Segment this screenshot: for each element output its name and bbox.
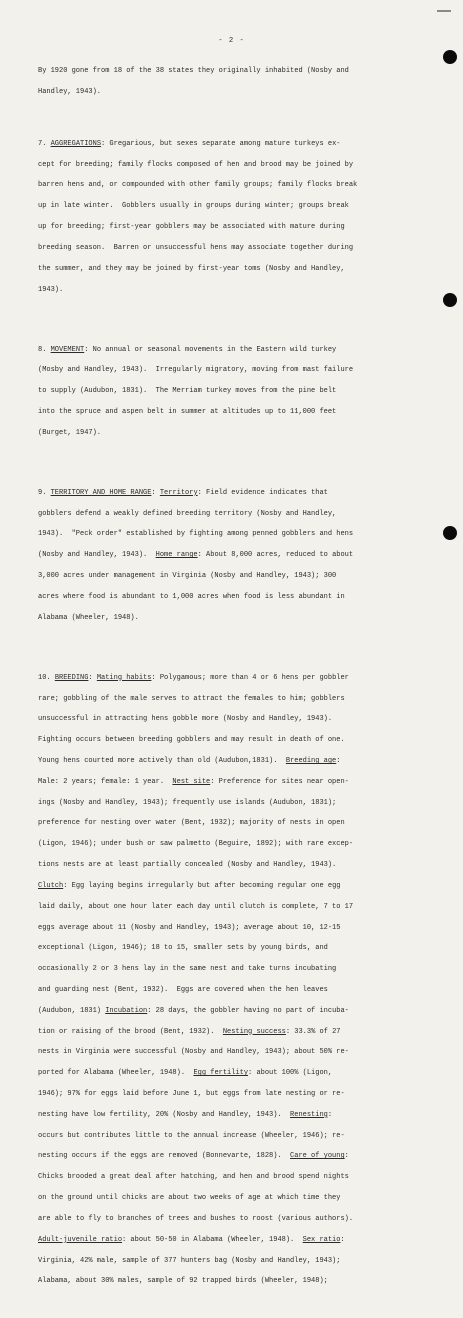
section-movement: 8. MOVEMENT: No annual or seasonal movements in the Eastern wild turkey (Mosby and Handley, 1943). Irregularly migratory, moving from mast failure to supply (Audubon, 1831). The Merriam turkey moves from the pine belt into the spruce and aspen belt in summer at altitudes up to 11,000 feet (Burget, 1947). bbox=[38, 345, 354, 437]
punch-hole-icon bbox=[443, 526, 457, 540]
punch-hole-icon bbox=[443, 50, 457, 64]
section-heading: BREEDING bbox=[54, 673, 89, 682]
text-line: Handley, 1943). bbox=[38, 88, 102, 97]
section-breeding: 10. BREEDING: Mating habits: Polygamous; more than 4 or 6 hens per gobbler rare; gobbling of the male serves to attract the females to him; gobblers unsuccessful in attracting hens gobble more (Nosby and Handley, 1943). Fighting occurs between breeding gobblers and may result in death of one. Young hens courted more actively than old (Audubon,1831). Breeding age: Male: 2 years; female: 1 year. Nest site: Preference for sites near open- ings (Nosby and Handley, 1943); frequently use islands (Audubon, 1831); preference for nesting over water (Bent, 1932); majority of nests in open (Ligon, 1946); under bush or saw palmetto (Beguire, 1892); with rare excep- tions nests are at least partially concealed (Nosby and Handley, 1943). Clutch: Egg laying begins irregularly but after becoming regular one egg laid daily, about one hour later each day until clutch is complete, 7 to 17 eggs average about 11 (Nosby and Handley, 1943); average about 10, 12-15 exceptional (Ligon, 1946); 18 to 15, smaller sets by young birds, and occasionally 2 or 3 hens lay in the same nest and take turns incubating and guarding nest (Bent, 1932). Eggs are covered when the hen leaves (Audubon, 1831) Incubation: 28 days, the gobbler having no part of incuba- tion or raising of the brood (Bent, 1932). Nesting success: 33.3% of 27 nests in Virginia were successful (Nosby and Handley, 1943); about 50% re- ported for Alabama (Wheeler, 1948). Egg fertility: about 100% (Ligon, 1946); 97% for eggs laid before June 1, but eggs from late nesting or re- nesting have low fertility, 20% (Nosby and Handley, 1943). Renesting: occurs but contributes little to the annual increase (Wheeler, 1946); re- nesting occurs if the eggs are removed (Bonnevarte, 1828). Care of young: Chicks brooded a great deal after hatching, and hen and brood spend nights on the ground until chicks are about two weeks of age at which time they are able to fly to branches of trees and bushes to roost (various authors). Adult-juvenile ratio: about 50-50 in Alabama (Wheeler, 1948). Sex ratio: Virginia, 42% male, sample of 377 hunters bag (Nosby and Handley, 1943); Alabama, about 30% males, sample of 92 trapped birds (Wheeler, 1948); bbox=[38, 673, 354, 1286]
section-aggregations: 7. AGGREGATIONS: Gregarious, but sexes separate among mature turkeys ex- cept for breeding; family flocks composed of hen and brood may be joined by barren hens and, or compounded with other family groups; family flocks break up in late winter. Gobblers usually in groups during winter; groups break up for breeding; first-year gobblers may be associated with mature during breeding season. Barren or unsuccessful hens may associate together during the summer, and they may be joined by first-year toms (Nosby and Handley, 1943). bbox=[38, 139, 358, 294]
corner-mark bbox=[437, 10, 451, 12]
page-number: - 2 - bbox=[218, 37, 245, 45]
punch-hole-icon bbox=[443, 293, 457, 307]
body-text bbox=[38, 56, 430, 1318]
section-territory: 9. TERRITORY AND HOME RANGE: Territory: Field evidence indicates that gobblers defend a weakly defined breeding territory (Nosby and Handley, 1943). "Peck order" established by fighting among penned gobblers and hens (Nosby and Handley, 1943). Home range: About 8,000 acres, reduced to about 3,000 acres under management in Virginia (Nosby and Handley, 1943); 300 acres where food is abundant to 1,000 acres when food is less abundant in Alabama (Wheeler, 1948). bbox=[38, 488, 354, 622]
section-heading: AGGREGATIONS bbox=[50, 139, 102, 148]
section-heading: TERRITORY AND HOME RANGE bbox=[50, 488, 152, 497]
section-heading: MOVEMENT bbox=[50, 345, 85, 354]
text-line: By 1920 gone from 18 of the 38 states they originally inhabited (Nosby and bbox=[38, 67, 349, 76]
